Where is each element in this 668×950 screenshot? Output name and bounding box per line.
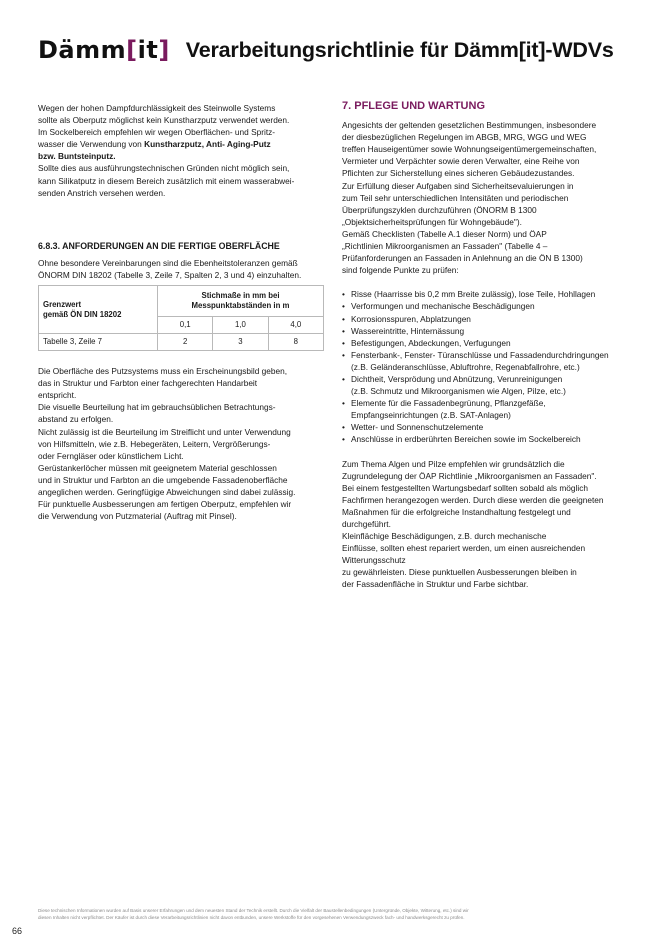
list-item [342, 433, 634, 445]
section-7-paragraph [342, 119, 634, 276]
surface-line: angeglichen werden. Geringfügige Abweichungen sind dabei zulässig. [38, 486, 296, 497]
surface-line: von Hilfsmitteln, wie z.B. Hebegeräten, Leitern, Vergrößerungs- [38, 438, 271, 449]
closing-line: Bei einem festgestellten Wartungsbedarf sollten sobald als möglich [342, 482, 588, 493]
surface-line: das in Struktur und Farbton einer fachgerechten Handarbeit [38, 378, 258, 389]
page-title: Verarbeitungsrichtlinie für Dämm[it]-WDVs [185, 37, 614, 62]
intro-line: Wegen der hohen Dampfdurchlässigkeit des Steinwolle Systems [38, 103, 276, 113]
table-row [39, 334, 324, 351]
section-7-line: Überprüfungszyklen durchzuführen (ÖNORM B 1300 [342, 204, 537, 215]
right-column [342, 100, 634, 591]
closing-line: durchgeführt. [342, 519, 391, 529]
list-item-text: • Wassereintritte, Hinternässung [351, 325, 465, 336]
surface-line: entspricht. [38, 390, 77, 401]
closing-line: Kleinflächige Beschädigungen, z.B. durch mechanische [342, 531, 547, 542]
section-7-line: treffen Hauseigentümer sowie Wohnungseigentümergemeinschaften, [342, 144, 597, 155]
surface-line: Nicht zulässig ist die Beurteilung im Streiflicht und unter Verwendung [38, 426, 291, 437]
distance-header-line: Stichmaße in mm bei [201, 291, 280, 301]
closing-line: Zugrundelegung der ÖAP Richtlinie „Mikroorganismen an Fassaden". [342, 470, 597, 481]
disclaimer-line: diesen Inhalten nicht verpflichtet. Der Käufer ist durch diese Verarbeitungsrichtlinien nicht davon entbunden, unsere Werkstoffe für den vorgesehenen Verwendungszweck fach- und handwerksgerecht zu prüfen. [38, 914, 465, 920]
list-item [342, 337, 634, 349]
table-header-row [39, 286, 324, 317]
section-7-line: Vermieter und Verpächter sowie deren Verwalter, eine Reihe von [342, 156, 580, 167]
list-item [342, 300, 634, 312]
closing-line: zu gewährleisten. Diese punktuellen Ausbesserungen bleiben in [342, 567, 577, 578]
row-label-cell: Tabelle 3, Zeile 7 [39, 334, 158, 351]
list-item [342, 397, 634, 421]
limit-header-line: Grenzwert [43, 299, 82, 309]
surface-line: Gerüstankerlöcher müssen mit geeignetem Material geschlossen [38, 462, 277, 473]
list-item-text: • Risse (Haarrisse bis 0,2 mm Breite zulässig), lose Teile, Hohllagen [351, 289, 596, 300]
distance-cell: 0,1 [158, 317, 213, 334]
disclaimer-line: Diese technischen Informationen wurden auf Basis unserer Erfahrungen und dem neuesten Stand der Technik erstellt. Durch die Vielfalt der Baustellenbedingungen (Untergründe, Objekte, Witterung, etc.) sind wir [38, 908, 469, 913]
list-item-text: • Befestigungen, Abdeckungen, Verfugungen [351, 337, 511, 348]
value-cell: 8 [268, 334, 323, 351]
section-683-heading: 6.8.3. ANFORDERUNGEN AN DIE FERTIGE OBERFLÄCHE [38, 240, 280, 251]
closing-line: Fachfirmen herangezogen werden. Durch diese werden die geeigneten [342, 494, 604, 505]
surface-line: Für punktuelle Ausbesserungen am fertigen Oberputz, empfehlen wir [38, 499, 292, 510]
logo-bracket-close: ] [158, 36, 170, 64]
distance-header-line: Messpunktabständen in m [191, 301, 290, 311]
page-number: 66 [12, 926, 23, 936]
tolerance-table [38, 285, 324, 351]
left-column [38, 102, 328, 522]
surface-line: und in Struktur und Farbton an die umgebende Fassadenoberfläche [38, 474, 288, 485]
intro-line: kann Silikatputz in diesem Bereich zusätzlich mit einem wasserabwei- [38, 175, 295, 186]
limit-header [39, 286, 158, 334]
section-7-line: Gemäß Checklisten (Tabelle A.1 dieser Norm) und ÖAP [342, 228, 547, 239]
list-item-text: • Anschlüsse in erdberührten Bereichen sowie im Sockelbereich [351, 434, 581, 445]
surface-line: abstand zu erfolgen. [38, 414, 114, 425]
section-683-line: Ohne besondere Vereinbarungen sind die Ebenheitstoleranzen gemäß [38, 257, 298, 268]
intro-line: sollte als Oberputz möglichst kein Kunstharzputz verwendet werden. [38, 115, 290, 126]
value-cell: 3 [213, 334, 268, 351]
closing-line: Zum Thema Algen und Pilze empfehlen wir grundsätzlich die [342, 458, 565, 469]
logo-bracket-open: [ [126, 36, 138, 64]
intro-line: Sollte dies aus ausführungstechnischen Gründen nicht möglich sein, [38, 163, 290, 174]
closing-paragraph [342, 458, 634, 591]
intro-line-bold: bzw. Buntsteinputz. [38, 151, 116, 162]
list-item-text: • Elemente für die Fassadenbegrünung, Pflanzgefäße, [351, 398, 546, 409]
list-item-text: • Dichtheit, Versprödung und Abnützung, Verunreinigungen [351, 373, 563, 384]
brand-logo [38, 36, 170, 64]
surface-line: oder Ferngläser oder künstlichem Licht. [38, 450, 184, 461]
inspection-checklist [342, 288, 634, 445]
surface-paragraph [38, 365, 328, 522]
logo-it-text: it [137, 36, 159, 64]
section-7-line: Zur Erfüllung dieser Aufgaben sind Sicherheitsevaluierungen in [342, 180, 574, 191]
section-683-line: ÖNORM DIN 18202 (Tabelle 3, Zeile 7, Spalten 2, 3 und 4) einzuhalten. [38, 269, 302, 280]
intro-line: Im Sockelbereich empfehlen wir wegen Oberflächen- und Spritz- [38, 127, 276, 138]
section-7-line: Angesichts der geltenden gesetzlichen Bestimmungen, insbesondere [342, 120, 597, 131]
section-683-paragraph [38, 257, 328, 281]
intro-line-bold: Kunstharzputz, Anti- Aging-Putz [144, 139, 271, 150]
surface-line: Die Oberfläche des Putzsystems muss ein Erscheinungsbild geben, [38, 366, 288, 377]
list-item-text: • Fensterbank-, Fenster- Türanschlüsse und Fassadendurchdringungen [351, 349, 609, 360]
list-item [342, 288, 634, 300]
list-item-text: • Verformungen und mechanische Beschädigungen [351, 301, 535, 312]
section-7-line: sind folgende Punkte zu prüfen: [342, 265, 459, 276]
section-7-line: „Objektsicherheitsprüfungen für Wohngebäude"). [342, 216, 522, 227]
closing-line: Einflüsse, sollten ehest repariert werden, um einen ausreichenden [342, 543, 586, 554]
section-7-line: zum Teil sehr unterschiedlichen Intensitäten und periodischen [342, 192, 569, 203]
section-7-line: der diesbezüglichen Regelungen im ABGB, MRG, WGG und WEG [342, 132, 587, 143]
intro-line: senden Anstrich versehen werden. [38, 187, 166, 198]
list-item-text: • Korrosionsspuren, Abplatzungen [351, 313, 471, 324]
intro-paragraph [38, 102, 328, 199]
section-7-line: Prüfanforderungen an Fassaden in Anlehnung an die ÖN B 1300) [342, 253, 583, 264]
section-7-heading: 7. PFLEGE UND WARTUNG [342, 100, 486, 112]
closing-line: der Fassadenfläche in Struktur und Farbe sichtbar. [342, 579, 529, 590]
limit-header-line: gemäß ÖN DIN 18202 [43, 309, 122, 319]
footer-disclaimer [38, 908, 638, 921]
list-item [342, 349, 634, 373]
list-item [342, 421, 634, 433]
logo-main-text: Dämm [38, 36, 127, 64]
distance-cell: 1,0 [213, 317, 268, 334]
value-cell: 2 [158, 334, 213, 351]
list-item [342, 373, 634, 397]
list-item-text: • Wetter- und Sonnenschutzelemente [351, 422, 484, 433]
closing-line: Witterungsschutz [342, 555, 406, 566]
intro-line [38, 138, 328, 150]
list-item [342, 313, 634, 325]
section-7-line: Pflichten zur Sicherstellung eines sicheren Gebäudezustandes. [342, 168, 575, 179]
closing-line: Maßnahmen für die erfolgreiche Instandhaltung festgelegt und [342, 506, 571, 517]
surface-line: die Verwendung von Putzmaterial (Auftrag mit Pinsel). [38, 511, 237, 522]
list-item [342, 325, 634, 337]
list-item-text: (z.B. Schmutz und Mikroorganismen wie Algen, Pilze, etc.) [351, 386, 566, 397]
list-item-text: Empfangseinrichtungen (z.B. SAT-Anlagen) [351, 410, 511, 421]
surface-line: Die visuelle Beurteilung hat im gebrauchsüblichen Betrachtungs- [38, 402, 276, 413]
intro-line-prefix: wasser die Verwendung von [38, 139, 145, 150]
section-7-line: „Richtlinien Mikroorganismen an Fassaden" (Tabelle 4 – [342, 241, 548, 252]
distance-cell: 4,0 [268, 317, 323, 334]
page-header [38, 36, 614, 64]
list-item-text: (z.B. Geländeranschlüsse, Abluftrohre, Regenabfallrohre, etc.) [351, 361, 580, 372]
distance-header [158, 286, 324, 317]
